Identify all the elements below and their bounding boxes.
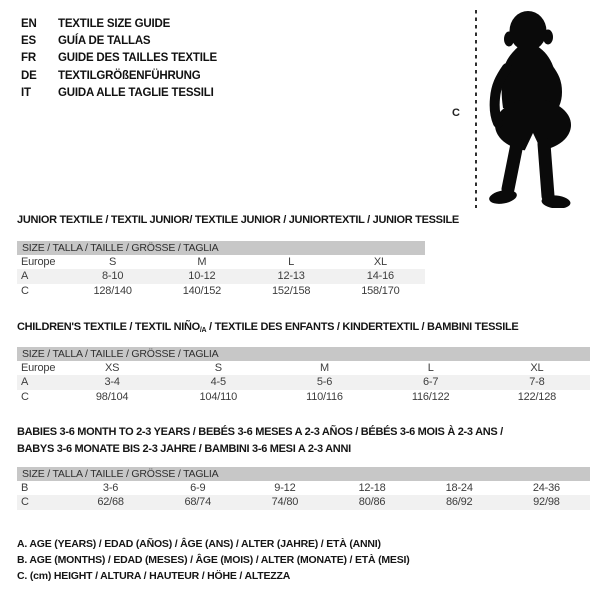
guide-title-de: TEXTILGRÖßENFÜHRUNG xyxy=(58,69,201,82)
legend-line-c: C. (cm) HEIGHT / ALTURA / HAUTEUR / HÖHE / ALTEZZA xyxy=(17,570,291,583)
table-cell: L xyxy=(427,362,434,375)
size-header-cell: SIZE / TALLA / TAILLE / GRÖSSE / TAGLIA xyxy=(17,467,590,481)
children-title-post: / TEXTILE DES ENFANTS / KINDERTEXTIL / BAMBINI TESSILE xyxy=(206,321,519,333)
table-cell: XS xyxy=(104,362,120,375)
children-size-table xyxy=(17,347,590,404)
table-cell: 152/158 xyxy=(271,284,311,297)
language-row-en xyxy=(21,15,217,32)
table-cell: S xyxy=(109,256,117,269)
table-cell: 9-12 xyxy=(274,482,296,495)
table-header-row xyxy=(17,467,590,481)
language-row-es xyxy=(21,32,217,49)
row-label-cell: B xyxy=(21,482,29,495)
table-cell: 92/98 xyxy=(533,496,560,509)
junior-size-table xyxy=(17,241,425,298)
table-cell: 4-5 xyxy=(210,376,226,389)
table-row-age-months xyxy=(17,481,590,495)
language-code: IT xyxy=(21,86,31,99)
guide-title-it: GUIDA ALLE TAGLIE TESSILI xyxy=(58,86,214,99)
legend-line-b: B. AGE (MONTHS) / EDAD (MESES) / ÂGE (MOIS) / ALTER (MONATE) / ETÀ (MESI) xyxy=(17,554,410,567)
row-label-cell: Europe xyxy=(21,256,56,269)
table-cell: 116/122 xyxy=(411,390,450,403)
table-cell: 6-7 xyxy=(423,376,439,389)
row-label-cell: C xyxy=(21,390,29,403)
table-cell: XL xyxy=(530,362,544,375)
babies-table-title xyxy=(17,424,503,457)
children-title-pre: CHILDREN'S TEXTILE / TEXTIL NIÑO xyxy=(17,321,200,333)
height-measure-label: C xyxy=(452,107,460,119)
babies-title-line2: BABYS 3-6 MONATE BIS 2-3 JAHRE / BAMBINI 3-6 MESI A 2-3 ANNI xyxy=(17,442,351,455)
children-table-title xyxy=(17,319,518,340)
measure-legend xyxy=(17,536,410,585)
table-row-height xyxy=(17,284,425,298)
guide-title-es: GUÍA DE TALLAS xyxy=(58,34,151,47)
table-cell: 104/110 xyxy=(199,390,238,403)
table-cell: 122/128 xyxy=(517,390,557,403)
language-row-de xyxy=(21,67,217,84)
row-label-cell: C xyxy=(21,284,29,297)
language-title-list xyxy=(21,15,217,101)
babies-title-line1: BABIES 3-6 MONTH TO 2-3 YEARS / BEBÉS 3-6 MESES A 2-3 AÑOS / BÉBÉS 3-6 MOIS À 2-3 ANS / xyxy=(17,426,503,438)
size-header-cell: SIZE / TALLA / TAILLE / GRÖSSE / TAGLIA xyxy=(17,347,590,361)
table-cell: 86/92 xyxy=(445,496,473,509)
junior-table-title: JUNIOR TEXTILE / TEXTIL JUNIOR/ TEXTILE JUNIOR / JUNIORTEXTIL / JUNIOR TESSILE xyxy=(17,214,459,226)
guide-title-fr: GUIDE DES TAILLES TEXTILE xyxy=(58,52,217,65)
language-code: ES xyxy=(21,34,36,47)
size-header-cell: SIZE / TALLA / TAILLE / GRÖSSE / TAGLIA xyxy=(17,241,425,255)
table-cell: L xyxy=(288,256,295,269)
table-cell: 80/86 xyxy=(358,496,386,509)
table-row-europe xyxy=(17,255,425,269)
table-cell: M xyxy=(319,362,329,375)
row-label-cell: A xyxy=(21,270,29,283)
table-cell: 12-18 xyxy=(358,482,386,495)
table-row-age xyxy=(17,375,590,389)
language-code: FR xyxy=(21,52,36,65)
table-cell: 3-6 xyxy=(102,482,119,495)
table-cell: 74/80 xyxy=(271,496,299,509)
row-label-cell: A xyxy=(21,376,29,389)
table-row-europe xyxy=(17,361,590,375)
table-cell: 6-9 xyxy=(190,482,206,495)
row-label-cell: Europe xyxy=(21,362,56,375)
table-cell: 98/104 xyxy=(95,390,129,403)
language-row-it xyxy=(21,84,217,101)
table-cell: 12-13 xyxy=(277,270,305,283)
table-cell: 68/74 xyxy=(184,496,211,509)
table-cell: 140/152 xyxy=(182,284,222,297)
children-title-sub: /A xyxy=(199,327,207,334)
table-cell: M xyxy=(197,256,207,269)
table-cell: 18-24 xyxy=(445,482,473,495)
legend-line-a: A. AGE (YEARS) / EDAD (AÑOS) / ÂGE (ANS) / ALTER (JAHRE) / ETÀ (ANNI) xyxy=(17,538,381,550)
table-header-row xyxy=(17,241,425,255)
table-cell: 7-8 xyxy=(529,376,545,389)
table-cell: 10-12 xyxy=(188,270,216,283)
table-cell: 8-10 xyxy=(102,270,124,283)
table-header-row xyxy=(17,347,590,361)
table-row-height xyxy=(17,390,590,404)
row-label-cell: C xyxy=(21,496,29,509)
table-cell: 128/140 xyxy=(93,284,132,297)
table-cell: 14-16 xyxy=(366,270,394,283)
language-row-fr xyxy=(21,50,217,67)
baby-silhouette-icon xyxy=(487,6,582,208)
language-code: DE xyxy=(21,69,37,82)
table-cell: XL xyxy=(373,256,387,269)
language-code: EN xyxy=(21,17,37,30)
table-cell: 24-36 xyxy=(532,482,560,495)
table-cell: 110/116 xyxy=(306,390,343,403)
table-cell: 5-6 xyxy=(316,376,333,389)
table-cell: 62/68 xyxy=(97,496,124,509)
guide-title-en: TEXTILE SIZE GUIDE xyxy=(58,17,171,30)
table-cell: 158/170 xyxy=(361,284,400,297)
table-cell: S xyxy=(214,362,222,375)
height-measure-dotted-line xyxy=(475,10,477,208)
table-row-height xyxy=(17,495,590,509)
babies-size-table xyxy=(17,467,590,510)
table-cell: 3-4 xyxy=(104,376,120,389)
table-row-age xyxy=(17,269,425,283)
